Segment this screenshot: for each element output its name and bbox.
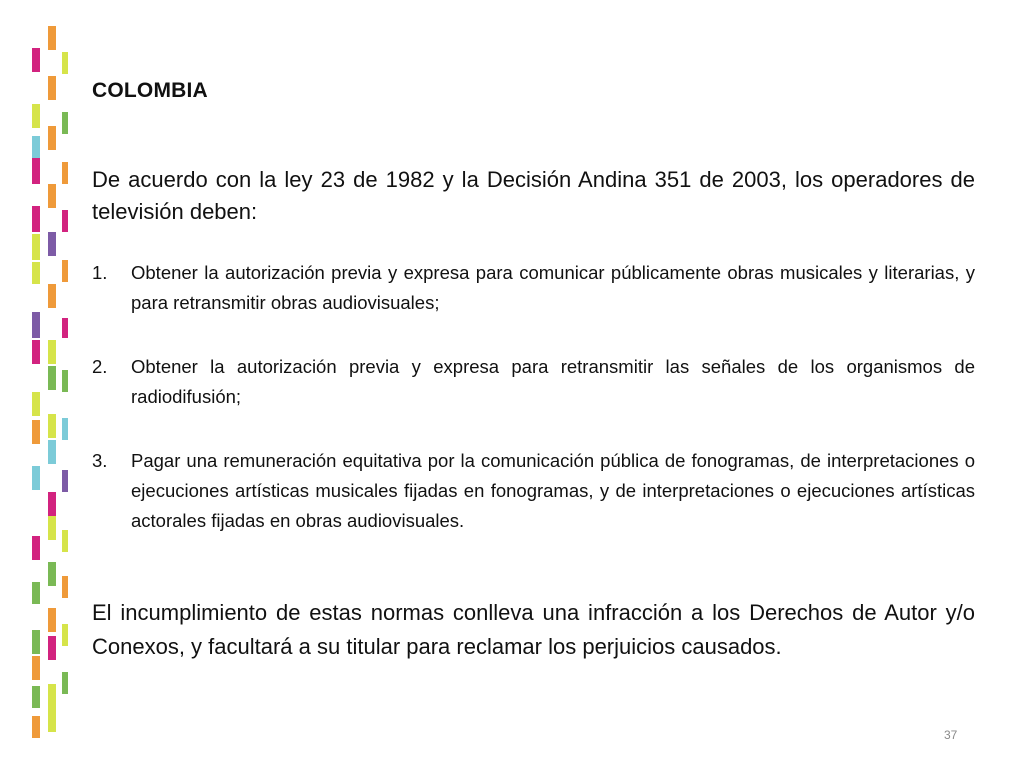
decorative-bar	[32, 262, 40, 284]
list-item	[92, 352, 975, 412]
decorative-bar	[32, 234, 40, 260]
decorative-bar	[62, 418, 68, 440]
decorative-bar	[48, 126, 56, 150]
decorative-bar	[32, 312, 40, 338]
decorative-bar	[32, 536, 40, 560]
decorative-bar	[32, 582, 40, 604]
decorative-bar	[48, 232, 56, 256]
decorative-bar	[48, 608, 56, 632]
decorative-bar	[62, 162, 68, 184]
decorative-bar	[48, 414, 56, 438]
decorative-bar	[32, 136, 40, 160]
decorative-bar	[48, 708, 56, 732]
decorative-color-strip	[0, 0, 90, 768]
decorative-bar	[62, 576, 68, 598]
decorative-bar	[32, 656, 40, 680]
decorative-bar	[48, 184, 56, 208]
page-number: 37	[944, 728, 958, 742]
list-item-number: 2.	[92, 356, 108, 377]
decorative-bar	[48, 684, 56, 708]
decorative-bar	[32, 158, 40, 184]
decorative-bar	[32, 420, 40, 444]
decorative-bar	[62, 210, 68, 232]
decorative-bar	[48, 636, 56, 660]
conclusion-paragraph: El incumplimiento de estas normas conlleva una infracción a los Derechos de Autor y/o Conexos, y facultará a su titular para reclamar los perjuicios causados.	[92, 600, 975, 659]
list-item-number: 3.	[92, 450, 108, 471]
decorative-bar	[32, 466, 40, 490]
intro-paragraph: De acuerdo con la ley 23 de 1982 y la Decisión Andina 351 de 2003, los operadores de televisión deben:	[92, 167, 975, 224]
decorative-bar	[62, 112, 68, 134]
list-item-text: Obtener la autorización previa y expresa para retransmitir las señales de los organismos de radiodifusión;	[131, 356, 975, 407]
decorative-bar	[62, 672, 68, 694]
decorative-bar	[32, 686, 40, 708]
list-item-text: Pagar una remuneración equitativa por la comunicación pública de fonogramas, de interpretaciones o ejecuciones artísticas musicales fijadas en fonogramas, y de interpretaciones o ejecuciones artísticas actorales fijadas en obras audiovisuales.	[131, 450, 975, 531]
list-item-number: 1.	[92, 262, 108, 283]
decorative-bar	[32, 104, 40, 128]
decorative-bar	[48, 440, 56, 464]
decorative-bar	[32, 48, 40, 72]
decorative-bar	[48, 562, 56, 586]
decorative-bar	[32, 392, 40, 416]
decorative-bar	[62, 624, 68, 646]
decorative-bar	[48, 340, 56, 364]
decorative-bar	[62, 470, 68, 492]
decorative-bar	[62, 318, 68, 338]
decorative-bar	[62, 370, 68, 392]
decorative-bar	[32, 340, 40, 364]
decorative-bar	[32, 206, 40, 232]
slide-title: COLOMBIA	[92, 79, 208, 102]
decorative-bar	[48, 284, 56, 308]
list-item	[92, 446, 975, 536]
decorative-bar	[48, 26, 56, 50]
obligations-list	[92, 258, 975, 536]
decorative-bar	[62, 52, 68, 74]
decorative-bar	[32, 716, 40, 738]
decorative-bar	[48, 76, 56, 100]
list-item-text: Obtener la autorización previa y expresa para comunicar públicamente obras musicales y literarias, y para retransmitir obras audiovisuales;	[131, 262, 975, 313]
decorative-bar	[62, 530, 68, 552]
decorative-bar	[48, 516, 56, 540]
decorative-bar	[62, 260, 68, 282]
decorative-bar	[48, 492, 56, 516]
list-item	[92, 258, 975, 318]
decorative-bar	[32, 630, 40, 654]
decorative-bar	[48, 366, 56, 390]
